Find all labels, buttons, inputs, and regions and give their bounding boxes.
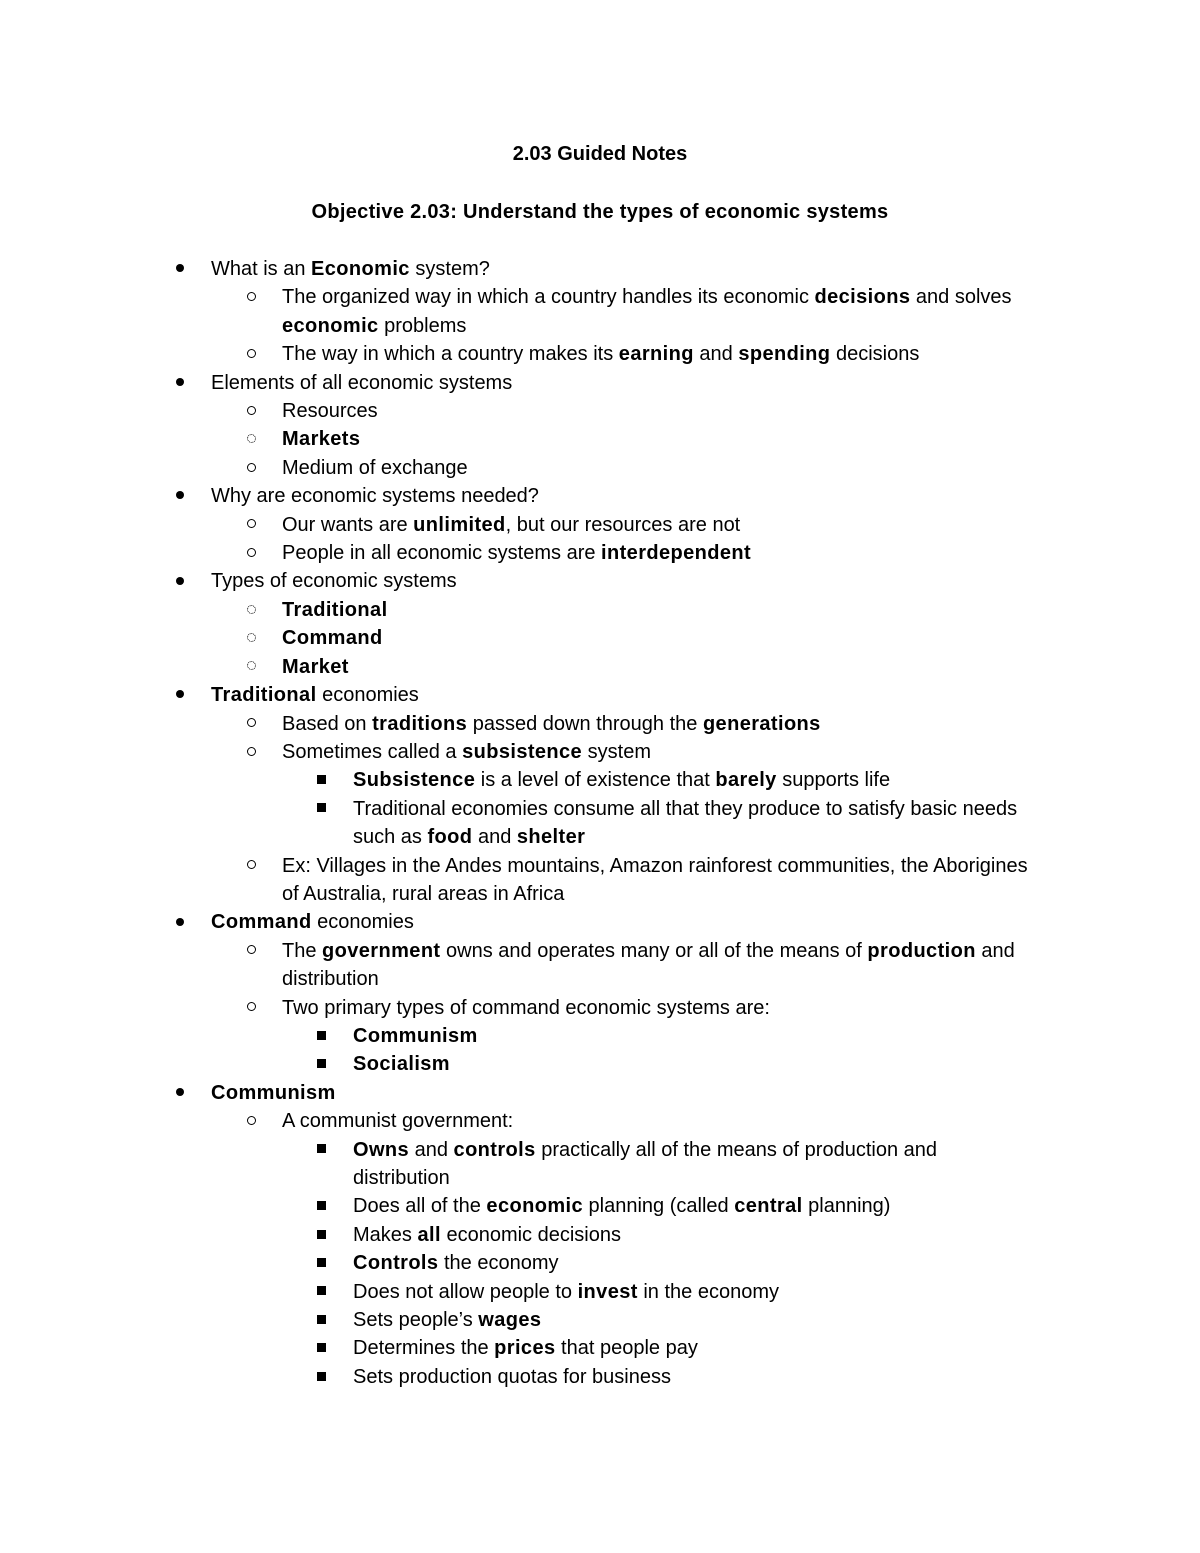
item-text: Traditional economies consume all that they produce to satisfy basic needs such as	[353, 797, 1018, 849]
bullet-circle-icon	[247, 511, 256, 539]
bullet-dot-icon	[176, 482, 184, 510]
outline-item	[0, 681, 1200, 709]
outline-item	[0, 1192, 1200, 1220]
outline-item	[0, 482, 1200, 510]
outline-item	[0, 283, 1032, 340]
item-text: Why are economic systems needed?	[211, 485, 539, 508]
bullet-dot-icon	[176, 567, 184, 595]
bold-term: traditions	[372, 712, 468, 735]
bold-term: economic	[282, 314, 379, 337]
outline-item	[0, 1107, 1200, 1135]
item-text: problems	[378, 314, 467, 337]
bold-term: Socialism	[353, 1053, 450, 1076]
bullet-square-icon	[317, 1334, 326, 1362]
item-text: Resources	[282, 400, 378, 423]
bold-term: Markets	[282, 428, 361, 451]
item-text: decisions	[830, 343, 920, 366]
bold-term: earning	[618, 343, 694, 366]
bold-term: production	[867, 939, 976, 962]
bold-term: spending	[738, 343, 831, 366]
bullet-circle-icon	[247, 397, 256, 425]
bold-term: controls	[453, 1138, 536, 1161]
bold-term: government	[322, 939, 441, 962]
outline-item	[0, 1050, 1200, 1078]
bullet-square-icon	[317, 1050, 326, 1078]
outline-item	[0, 653, 1200, 681]
bullet-circle-icon	[247, 937, 256, 965]
item-text: supports life	[776, 769, 891, 792]
bold-term: subsistence	[462, 740, 583, 763]
bullet-circle-dotted-icon	[247, 624, 256, 652]
bold-term: invest	[577, 1280, 638, 1303]
item-text: The	[282, 939, 323, 962]
item-text: Ex: Villages in the Andes mountains, Amazon rainforest communities, the Aborigines of Australia, rural areas in Africa	[282, 854, 1028, 905]
item-text: Based on	[282, 712, 373, 735]
bullet-dot-icon	[176, 369, 184, 397]
bullet-circle-icon	[247, 852, 256, 880]
outline-item	[0, 340, 1200, 368]
outline-item	[0, 624, 1200, 652]
outline-item	[0, 937, 1032, 994]
bold-term: Market	[282, 655, 349, 678]
outline-item	[0, 425, 1200, 453]
bold-term: food	[427, 826, 473, 849]
outline-item	[0, 567, 1200, 595]
outline-item	[0, 369, 1200, 397]
item-text: Two primary types of command economic systems are:	[282, 996, 770, 1019]
bullet-dot-icon	[176, 1079, 184, 1107]
bullet-circle-icon	[247, 340, 256, 368]
outline-item	[0, 1079, 1200, 1107]
notes-outline	[0, 255, 1200, 1391]
bullet-square-icon	[317, 766, 326, 794]
item-text: Does not allow people to	[353, 1280, 578, 1303]
bullet-circle-icon	[247, 710, 256, 738]
item-text: and	[693, 343, 739, 366]
bullet-square-icon	[317, 1306, 326, 1334]
item-text: Our wants are	[282, 513, 414, 536]
item-text: , but our resources are not	[505, 513, 741, 536]
bullet-circle-icon	[247, 1107, 256, 1135]
outline-item	[0, 766, 1200, 794]
item-text: Elements of all economic systems	[211, 371, 513, 394]
bold-term: central	[734, 1195, 803, 1218]
bullet-square-icon	[317, 795, 326, 823]
bullet-circle-icon	[247, 539, 256, 567]
item-text: and solves	[910, 286, 1012, 309]
bold-term: Command	[282, 627, 383, 650]
item-text: The way in which a country makes its	[282, 343, 619, 366]
outline-item	[0, 1306, 1200, 1334]
item-text: A communist government:	[282, 1110, 514, 1133]
outline-item	[0, 852, 1032, 909]
bold-term: Communism	[353, 1024, 478, 1047]
outline-item	[0, 1136, 1033, 1193]
page-title: 2.03 Guided Notes	[512, 143, 688, 165]
outline-item	[0, 710, 1200, 738]
bullet-circle-icon	[247, 738, 256, 766]
item-text: economies	[311, 911, 414, 934]
bold-term: interdependent	[601, 542, 752, 565]
item-text: Does all of the	[353, 1195, 487, 1218]
item-text: the economy	[438, 1252, 559, 1275]
item-text: Sometimes called a	[282, 740, 463, 763]
bold-term: Traditional	[282, 598, 388, 621]
bold-term: generations	[702, 712, 821, 735]
item-text: The organized way in which a country handles its economic	[282, 286, 815, 309]
item-text: Sets people’s	[353, 1309, 479, 1332]
outline-item	[0, 511, 1200, 539]
bullet-dot-icon	[176, 681, 184, 709]
outline-item	[0, 255, 1200, 283]
bold-term: Controls	[353, 1252, 439, 1275]
bold-term: Owns	[353, 1138, 410, 1161]
outline-item	[0, 795, 1033, 852]
bold-term: decisions	[814, 286, 911, 309]
outline-item	[0, 397, 1200, 425]
bullet-square-icon	[317, 1278, 326, 1306]
bullet-circle-icon	[247, 994, 256, 1022]
item-text: system?	[409, 258, 490, 280]
item-text: economic decisions	[440, 1223, 621, 1246]
bold-term: barely	[715, 769, 777, 792]
outline-item	[0, 1221, 1200, 1249]
bullet-square-icon	[317, 1192, 326, 1220]
bullet-circle-icon	[247, 283, 256, 311]
objective-heading: Objective 2.03: Understand the types of economic systems	[311, 201, 889, 223]
item-text: and distribution	[282, 939, 1015, 991]
bullet-square-icon	[317, 1022, 326, 1050]
item-text: Determines the	[353, 1337, 495, 1360]
bullet-circle-icon	[247, 454, 256, 482]
item-text: Medium of exchange	[282, 456, 468, 479]
bold-term: Traditional	[211, 684, 317, 707]
item-text: Makes	[353, 1223, 418, 1246]
outline-item	[0, 596, 1200, 624]
outline-item	[0, 1363, 1200, 1391]
outline-item	[0, 1249, 1200, 1277]
item-text: owns and operates many or all of the means of	[440, 939, 868, 962]
bold-term: Subsistence	[353, 769, 476, 792]
bullet-dot-icon	[176, 908, 184, 936]
item-text: passed down through the	[467, 712, 703, 735]
bullet-square-icon	[317, 1136, 326, 1164]
outline-item	[0, 1022, 1200, 1050]
item-text: that people pay	[555, 1337, 698, 1360]
item-text: Sets production quotas for business	[353, 1365, 671, 1388]
item-text: in the economy	[637, 1280, 779, 1303]
outline-item	[0, 1334, 1200, 1362]
bold-term: Economic	[311, 258, 410, 280]
item-text: Types of economic systems	[211, 570, 457, 593]
bold-term: all	[417, 1223, 441, 1246]
outline-item	[0, 994, 1200, 1022]
item-text: planning (called	[582, 1195, 735, 1218]
outline-item	[0, 454, 1200, 482]
bullet-circle-dotted-icon	[247, 596, 256, 624]
item-text: is a level of existence that	[475, 769, 716, 792]
bullet-circle-dotted-icon	[247, 425, 256, 453]
bullet-square-icon	[317, 1221, 326, 1249]
bold-term: unlimited	[413, 513, 506, 536]
bold-term: prices	[494, 1337, 556, 1360]
item-text: system	[582, 740, 651, 763]
outline-item	[0, 738, 1200, 766]
item-text: and	[472, 826, 517, 849]
item-text: economies	[316, 684, 419, 707]
item-text: planning)	[802, 1195, 891, 1218]
bold-term: Communism	[211, 1081, 336, 1104]
outline-item	[0, 908, 1200, 936]
bullet-square-icon	[317, 1249, 326, 1277]
bullet-dot-icon	[176, 255, 184, 283]
outline-item	[0, 1278, 1200, 1306]
item-text: People in all economic systems are	[282, 542, 602, 565]
bold-term: shelter	[516, 826, 586, 849]
bold-term: Command	[211, 911, 312, 934]
outline-item	[0, 539, 1200, 567]
bold-term: wages	[478, 1309, 542, 1332]
item-text: practically all of the means of production and distribution	[353, 1138, 937, 1189]
bullet-circle-dotted-icon	[247, 653, 256, 681]
bold-term: economic	[486, 1195, 583, 1218]
item-text: and	[409, 1138, 454, 1161]
bullet-square-icon	[317, 1363, 326, 1391]
item-text: What is an	[211, 258, 312, 280]
